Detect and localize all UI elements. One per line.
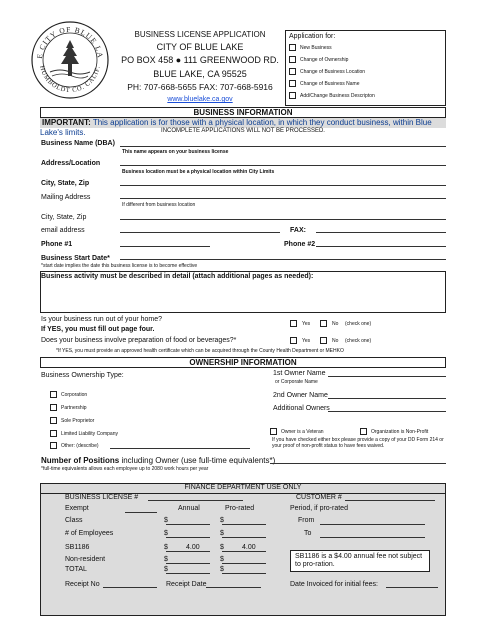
application-for-box <box>285 30 446 106</box>
activity-textarea[interactable] <box>40 271 446 313</box>
start-date-label: Business Start Date* <box>41 255 110 262</box>
food-no-checkbox[interactable] <box>320 337 327 344</box>
mailing-address-note: If different from business location <box>122 202 196 208</box>
phone1-label: Phone #1 <box>41 241 73 248</box>
business-name-field[interactable] <box>120 146 446 147</box>
positions-field[interactable] <box>270 463 446 464</box>
mailing-address-label: Mailing Address <box>41 194 91 201</box>
food-no-label: No <box>332 338 339 344</box>
finance-class-annual-field[interactable] <box>166 524 210 525</box>
home-no-label: No <box>332 321 339 327</box>
dollar-sign: $ <box>164 530 168 537</box>
customer-number-label: CUSTOMER # <box>296 494 342 501</box>
city-state-zip-2-label: City, State, Zip <box>41 214 87 221</box>
finance-employees-annual-field[interactable] <box>166 537 210 538</box>
license-number-field[interactable] <box>148 500 243 501</box>
fax-field[interactable] <box>316 232 446 233</box>
from-label: From <box>298 517 315 524</box>
veteran-label: Owner is a Veteran <box>281 429 324 435</box>
finance-total-annual-field[interactable] <box>166 573 210 574</box>
customer-number-field[interactable] <box>345 500 435 501</box>
home-yes-checkbox[interactable] <box>290 320 297 327</box>
incomplete-notice: INCOMPLETE APPLICATIONS WILL NOT BE PROCESSED. <box>161 128 325 134</box>
phone2-label: Phone #2 <box>284 241 316 248</box>
city-phone-fax: PH: 707-668-5655 FAX: 707-668-5916 <box>127 82 273 92</box>
application-for-option-label: Change of Business Location <box>300 69 366 75</box>
date-invoiced-field[interactable] <box>386 587 438 588</box>
application-for-option-label: New Business <box>300 45 332 51</box>
application-for-option-label: Change of Ownership <box>300 57 349 63</box>
period-label: Period, if pro-rated <box>290 505 348 512</box>
address-field[interactable] <box>120 165 446 166</box>
city-state-zip-label: City, State, Zip <box>41 180 90 187</box>
nonprofit-label: Organization is Non-Profit <box>371 429 429 435</box>
start-date-field[interactable] <box>120 259 446 260</box>
website-link[interactable]: www.bluelake.ca.gov <box>167 96 233 103</box>
nonprofit-checkbox[interactable] <box>360 428 367 435</box>
owner1-label: 1st Owner Name <box>273 370 326 377</box>
address-note: Business location must be a physical location within City Limits <box>122 169 275 175</box>
dollar-sign: $ <box>164 544 168 551</box>
fax-label: FAX: <box>290 227 306 234</box>
ownership-type-label: Partnership <box>61 405 87 411</box>
food-check-one: (check one) <box>345 338 372 344</box>
receipt-no-label: Receipt No <box>65 581 100 588</box>
positions-label <box>41 456 275 465</box>
svg-text:HUMBOLDT CO. CALIF.: HUMBOLDT CO. CALIF. <box>38 64 102 95</box>
business-info-heading: BUSINESS INFORMATION <box>40 107 446 118</box>
business-name-label: Business Name (DBA) <box>41 140 115 147</box>
owner1-field[interactable] <box>328 376 446 377</box>
phone1-field[interactable] <box>120 246 210 247</box>
city-state-zip-field[interactable] <box>120 185 446 186</box>
email-label: email address <box>41 227 85 234</box>
waiver-note: If you have checked either box please provide a copy of your DD Form 214 or your proof of non-profit status to have fees waived. <box>272 437 444 449</box>
page-four-note: If YES, you must fill out page four. <box>41 326 155 333</box>
ownership-type-checkbox-3[interactable] <box>50 417 57 424</box>
ownership-type-checkbox-5[interactable] <box>50 442 57 449</box>
owner1-note: or Corporate Name <box>275 379 318 385</box>
finance-employees-prorated-field[interactable] <box>222 537 266 538</box>
home-business-question: Is your business run out of your home? <box>41 316 163 323</box>
ownership-type-label: Business Ownership Type: <box>41 372 124 379</box>
dollar-sign: $ <box>220 566 224 573</box>
dollar-sign: $ <box>164 517 168 524</box>
important-label: IMPORTANT: <box>42 118 91 127</box>
ownership-type-checkbox-4[interactable] <box>50 430 57 437</box>
finance-row-label-nonresident: Non-resident <box>65 556 106 563</box>
health-certificate-note: *If YES, you must provide an approved health certificate which can be acquired through the County Health Department or MEHKO <box>56 348 344 354</box>
dollar-sign: $ <box>164 566 168 573</box>
application-for-checkbox-3[interactable] <box>289 68 296 75</box>
home-no-checkbox[interactable] <box>320 320 327 327</box>
food-yes-checkbox[interactable] <box>290 337 297 344</box>
positions-label-bold: Number of Positions <box>41 456 120 465</box>
finance-row-label-employees: # of Employees <box>65 530 114 537</box>
svg-text:THE CITY OF BLUE LAKE: E CITY OF BLUE LA <box>34 24 106 60</box>
col-annual: Annual <box>178 505 200 512</box>
license-number-label: BUSINESS LICENSE # <box>65 494 139 501</box>
finance-nonresident-annual-field[interactable] <box>166 563 210 564</box>
dollar-sign: $ <box>220 517 224 524</box>
exempt-field[interactable] <box>125 512 157 513</box>
to-field[interactable] <box>320 537 425 538</box>
phone2-field[interactable] <box>316 246 446 247</box>
ownership-type-label: Sole Proprietor <box>61 418 95 424</box>
application-for-checkbox-2[interactable] <box>289 56 296 63</box>
dollar-sign: $ <box>220 556 224 563</box>
city-address: PO BOX 458 ● 111 GREENWOOD RD. <box>121 55 279 65</box>
form-title: BUSINESS LICENSE APPLICATION <box>134 30 266 39</box>
mailing-address-field[interactable] <box>120 198 446 199</box>
activity-label: Business activity must be described in detail (attach additional pages as needed): <box>41 273 314 280</box>
food-question: Does your business involve preparation of food or beverages?* <box>41 337 237 344</box>
city-state-zip: BLUE LAKE, CA 95525 <box>153 69 247 79</box>
finance-row-label-sb1186: SB1186 <box>65 544 90 551</box>
finance-sb1186-prorated-value: 4.00 <box>242 544 256 551</box>
exempt-label: Exempt <box>65 505 89 512</box>
email-field[interactable] <box>120 232 280 233</box>
veteran-checkbox[interactable] <box>270 428 277 435</box>
finance-row-label-class: Class <box>65 517 83 524</box>
application-for-checkbox-1[interactable] <box>289 44 296 51</box>
ownership-type-label: Corporation <box>61 392 88 398</box>
home-yes-label: Yes <box>302 321 311 327</box>
dollar-sign: $ <box>164 556 168 563</box>
ownership-heading: OWNERSHIP INFORMATION <box>40 357 446 368</box>
finance-class-prorated-field[interactable] <box>222 524 266 525</box>
city-name: CITY OF BLUE LAKE <box>156 42 244 52</box>
start-date-note: *start date implies the date this business license is to become effective <box>41 263 198 269</box>
positions-label-rest: including Owner (use full-time equivalents*) <box>119 456 276 465</box>
application-for-checkbox-5[interactable] <box>289 92 296 99</box>
seal-graphic <box>30 20 110 100</box>
city-state-zip-2-field[interactable] <box>120 219 446 220</box>
finance-nonresident-prorated-field[interactable] <box>222 563 266 564</box>
home-check-one: (check one) <box>345 321 372 327</box>
additional-owners-field[interactable] <box>328 411 446 412</box>
from-field[interactable] <box>320 524 425 525</box>
to-label: To <box>304 530 312 537</box>
receipt-no-field[interactable] <box>103 587 157 588</box>
dollar-sign: $ <box>220 544 224 551</box>
finance-sb1186-annual-value: 4.00 <box>186 544 200 551</box>
dollar-sign: $ <box>220 530 224 537</box>
positions-note: *full-time equivalents allows each employee up to 2080 work hours per year <box>41 466 209 472</box>
city-seal <box>30 20 110 100</box>
sb1186-note: SB1186 is a $4.00 annual fee not subject to pro-ration. <box>290 550 430 572</box>
food-yes-label: Yes <box>302 338 311 344</box>
ownership-type-checkbox-1[interactable] <box>50 391 57 398</box>
owner2-field[interactable] <box>328 398 446 399</box>
receipt-date-field[interactable] <box>206 587 261 588</box>
col-prorated: Pro-rated <box>225 505 255 512</box>
important-text: This application is for those with a physical location, in which they conduct business, within Blue Lake's limits. <box>40 118 432 137</box>
application-for-option-label: Change of Business Name <box>300 81 360 87</box>
additional-owners-label: Additional Owners <box>273 405 330 412</box>
business-name-note: This name appears on your business license <box>122 149 229 155</box>
finance-total-prorated-field[interactable] <box>222 573 266 574</box>
finance-row-label-total: TOTAL <box>65 566 87 573</box>
finance-heading: FINANCE DEPARTMENT USE ONLY <box>40 484 446 494</box>
ownership-type-checkbox-2[interactable] <box>50 404 57 411</box>
application-for-label: Application for: <box>289 33 336 40</box>
date-invoiced-label: Date Invoiced for initial fees: <box>290 581 378 588</box>
receipt-date-label: Receipt Date <box>166 581 207 588</box>
ownership-type-label: Limited Liability Company <box>61 431 118 437</box>
other-describe-field[interactable] <box>110 448 250 449</box>
address-label: Address/Location <box>41 160 101 167</box>
application-for-option-label: Add/Change Business Descripton <box>300 93 375 99</box>
owner2-label: 2nd Owner Name <box>273 392 328 399</box>
ownership-type-label: Other: (describe) <box>61 443 99 449</box>
application-for-checkbox-4[interactable] <box>289 80 296 87</box>
